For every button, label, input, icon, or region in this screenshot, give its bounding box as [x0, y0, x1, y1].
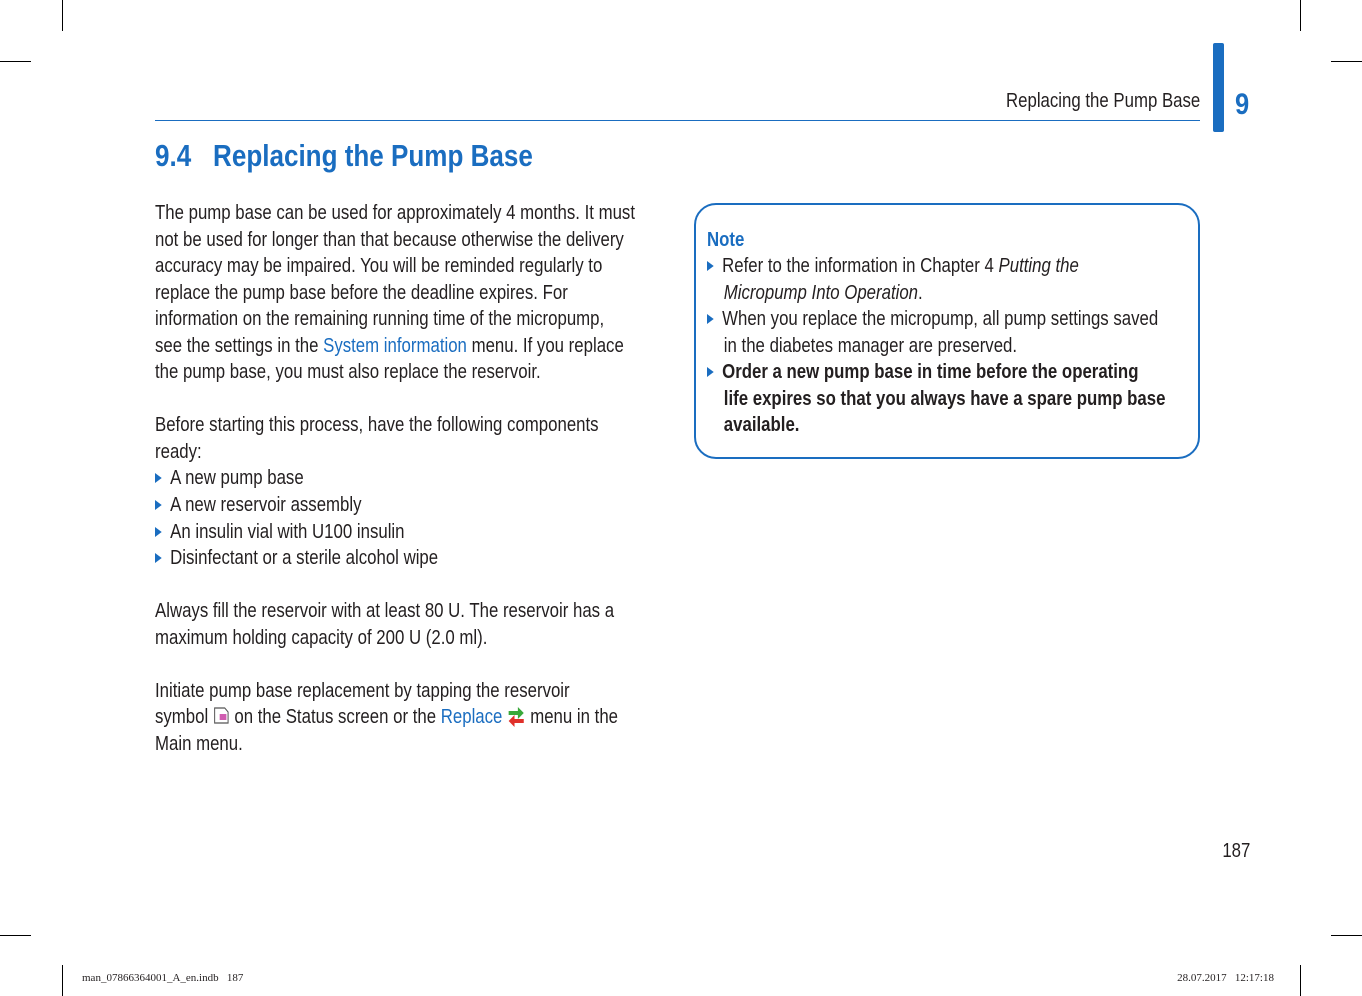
bullet-triangle-icon — [707, 261, 714, 271]
text-line: The pump base can be used for approximately 4 months. It must — [155, 202, 635, 224]
crop-mark — [1331, 61, 1362, 62]
text: menu in the — [525, 706, 619, 729]
list-item — [155, 465, 635, 492]
crop-mark — [0, 935, 31, 936]
list-item-text: A new pump base — [170, 467, 304, 490]
running-title: Replacing the Pump Base — [1005, 90, 1200, 112]
page-number: 187 — [1221, 840, 1250, 862]
crop-mark — [1300, 0, 1301, 31]
text-line: life expires so that you always have a spare pump base — [723, 387, 1166, 410]
bullet-triangle-icon — [155, 473, 162, 483]
note-heading: Note — [707, 228, 745, 251]
text: menu. If you replace — [466, 334, 624, 357]
bullet-triangle-icon — [155, 553, 162, 563]
text: When you replace the micropump, all pump settings saved — [722, 308, 1159, 331]
chapter-number: 9 — [1235, 88, 1250, 121]
crop-mark — [1300, 965, 1301, 996]
list-item — [155, 545, 635, 572]
text-line: maximum holding capacity of 200 U (2.0 ml). — [155, 626, 488, 649]
print-slug-file: man_07866364001_A_en.indb 187 — [82, 972, 244, 984]
list-item-text: A new reservoir assembly — [170, 494, 362, 517]
text-line — [707, 280, 1165, 307]
section-number: 9.4 — [155, 138, 192, 173]
replace-arrows-icon — [507, 705, 525, 727]
header-rule — [155, 120, 1200, 121]
print-slug-date: 28.07.2017 12:17:18 — [1177, 972, 1274, 984]
section-heading: Replacing the Pump Base — [213, 138, 533, 173]
text-line: not be used for longer than that because otherwise the delivery — [155, 228, 624, 251]
text: on the Status screen or the — [229, 706, 441, 729]
text-line: available. — [723, 414, 800, 437]
text: Refer to the information in Chapter 4 — [722, 255, 999, 278]
reservoir-icon — [213, 705, 230, 725]
bullet-triangle-icon — [707, 314, 714, 324]
chapter-reference: Putting the — [998, 255, 1079, 278]
list-item-text: Disinfectant or a sterile alcohol wipe — [170, 547, 439, 570]
text-line: Initiate pump base replacement by tapping the reservoir — [155, 679, 570, 702]
text-line: Before starting this process, have the following components — [155, 414, 599, 437]
chapter-tab — [1213, 43, 1224, 132]
chapter-reference: Micropump Into Operation — [723, 281, 919, 304]
text-line: information on the remaining running time of the micropump, — [155, 308, 605, 331]
crop-mark — [62, 965, 63, 996]
bullet-triangle-icon — [155, 500, 162, 510]
text: see the settings in the — [155, 334, 324, 357]
crop-mark — [1331, 935, 1362, 936]
text-line: Main menu. — [155, 732, 243, 755]
text: symbol — [155, 706, 213, 729]
bullet-triangle-icon — [155, 527, 162, 537]
bullet-triangle-icon — [707, 367, 714, 377]
system-information-link[interactable]: System information — [323, 334, 467, 357]
crop-mark — [62, 0, 63, 31]
note-item — [707, 253, 1165, 280]
body-text — [155, 200, 726, 757]
text-line: in the diabetes manager are preserved. — [723, 334, 1018, 357]
text-line: accuracy may be impaired. You will be reminded regularly to — [155, 255, 603, 278]
replace-menu-link[interactable]: Replace — [440, 706, 503, 729]
list-item — [155, 492, 635, 519]
note-content — [707, 200, 1253, 439]
list-item — [155, 519, 635, 546]
text-line: the pump base, you must also replace the reservoir. — [155, 361, 541, 384]
list-item-text: An insulin vial with U100 insulin — [170, 520, 405, 543]
crop-mark — [0, 61, 31, 62]
text-line — [155, 704, 635, 731]
text-line — [155, 333, 635, 360]
text: Order a new pump base in time before the operating — [722, 361, 1139, 384]
text-line: Always fill the reservoir with at least 80 U. The reservoir has a — [155, 600, 615, 623]
text-line: ready: — [155, 440, 202, 463]
note-item — [707, 306, 1165, 333]
note-item — [707, 359, 1165, 386]
text-line: replace the pump base before the deadline expires. For — [155, 281, 568, 304]
section-title — [155, 138, 533, 174]
text: . — [918, 281, 923, 304]
